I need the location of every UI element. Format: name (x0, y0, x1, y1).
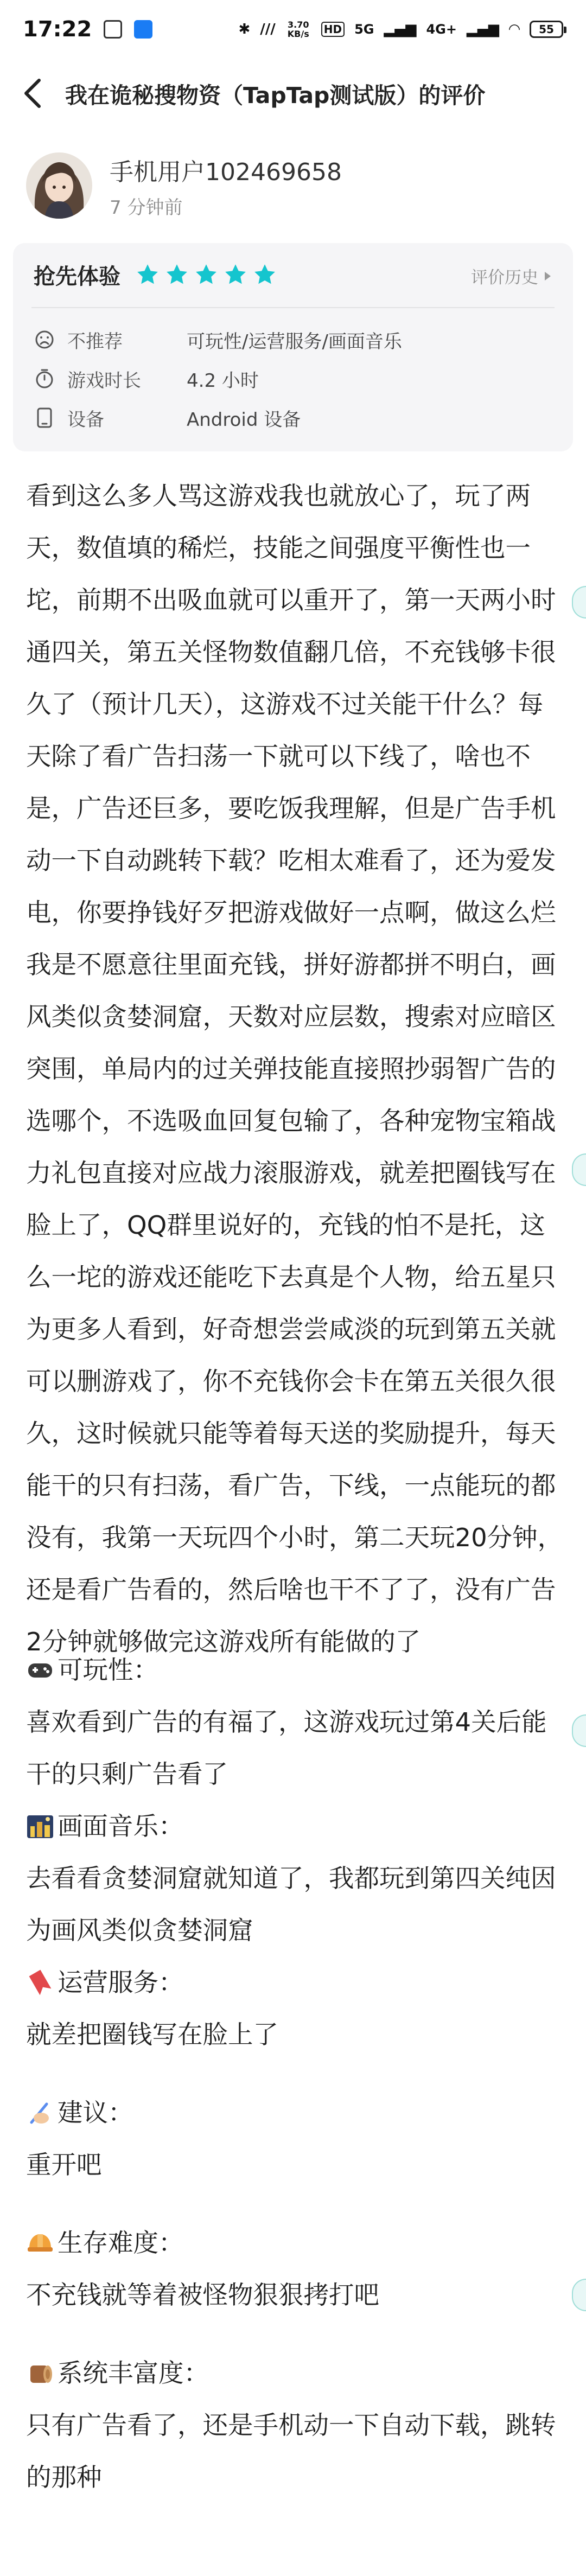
gamepad-icon (26, 1656, 54, 1684)
review-main-text: 看到这么多人骂这游戏我也就放心了，玩了两天，数值填的稀烂，技能之间强度平衡性也一坨，前期不出吸血就可以重开了，第一天两小时通四关，第五关怪物数值翻几倍，不充钱够卡很久了（预计几天），这游戏不过关能干什么？每天除了看广告扫荡一下就可以下线了，啥也不是，广告还巨多，要吃饭我理解，但是广告手机动一下自动跳转下载？吃相太难看了，还为爱发电，你要挣钱好歹把游戏做好一点啊，做这么烂我是不愿意往里面充钱，拼好游都拼不明白，画风类似贪婪洞窟，天数对应层数，搜索对应暗区突围，单局内的过关弹技能直接照抄弱智广告的选哪个，不选吸血回复包输了，各种宠物宝箱战力礼包直接对应战力滚服游戏，就差把圈钱写在脸上了，QQ群里说好的，充钱的怕不是托，这么一坨的游戏还能吃下去真是个人物，给五星只为更多人看到，好奇想尝尝咸淡的玩到第五关就可以删游戏了，你不充钱你会卡在第五关很久很久，这时候就只能等着每天送的奖励提升，每天能干的只有扫荡，看广告，下线，一点能玩的都没有，我第一天玩四个小时，第二天玩20分钟，还是看广告看的，然后啥也干不了了，没有广告2分钟就够做完这游戏所有能做的了 (26, 481, 563, 1656)
section-title-operations: 运营服务： (58, 1968, 184, 1997)
side-float-tab[interactable] (572, 2279, 586, 2311)
gallery-notification-icon (104, 20, 122, 39)
timer-icon (34, 368, 55, 390)
signal-1-icon: ▂▄▆ (384, 21, 417, 37)
star-icon (224, 263, 247, 286)
card-row-playtime (34, 364, 555, 394)
star-icon (253, 263, 277, 286)
back-arrow-icon (23, 78, 42, 109)
bluetooth-icon: ✱ (238, 21, 251, 37)
hd-icon: HD (321, 22, 345, 37)
recommend-label: 不推荐 (67, 330, 123, 353)
wood-icon (26, 2359, 54, 2387)
nfc-icon: /// (260, 21, 276, 37)
page-title: 我在诡秘搜物资（TapTap测试版）的评价 (65, 82, 486, 109)
back-button[interactable] (0, 59, 65, 128)
star-icon (194, 263, 218, 286)
section-operations (26, 1956, 563, 2061)
battery-level: 55 (539, 23, 554, 36)
network-type-2: 4G+ (426, 22, 457, 37)
section-suggestion (26, 2087, 563, 2191)
wifi-icon: ◠ (509, 21, 520, 37)
side-float-tab[interactable] (572, 586, 586, 619)
section-title-suggestion: 建议： (58, 2098, 133, 2127)
section-text-survival-difficulty: 不充钱就等着被怪物狠狠拷打吧 (26, 2280, 379, 2310)
rating-history-link[interactable] (471, 264, 551, 288)
app-notification-icon (134, 20, 152, 39)
section-system-richness (26, 2347, 563, 2503)
cityscape-icon (26, 1812, 54, 1840)
battery-icon (530, 21, 563, 38)
section-survival-difficulty (26, 2217, 563, 2321)
writing-hand-icon (26, 2099, 54, 2127)
status-bar (0, 0, 586, 59)
side-float-tab[interactable] (572, 1714, 586, 1747)
section-text-graphics-music: 去看看贪婪洞窟就知道了，我都玩到第四关纯因为画风类似贪婪洞窟 (26, 1864, 556, 1945)
caret-right-icon (544, 271, 551, 281)
section-title-playability: 可玩性： (58, 1655, 158, 1685)
section-text-operations: 就差把圈钱写在脸上了 (26, 2020, 278, 2049)
helmet-icon (26, 2229, 54, 2257)
playtime-label: 游戏时长 (67, 369, 141, 392)
frown-icon (34, 329, 55, 350)
card-divider (31, 307, 555, 308)
section-graphics-music (26, 1800, 563, 1956)
section-text-suggestion: 重开吧 (26, 2150, 102, 2179)
bookmark-icon (26, 1968, 54, 1997)
device-value: Android 设备 (187, 409, 301, 431)
review-author[interactable] (26, 148, 563, 224)
section-title-survival-difficulty: 生存难度： (58, 2228, 184, 2258)
rating-stars (136, 263, 277, 286)
section-text-playability: 喜欢看到广告的有福了，这游戏玩过第4关后能干的只剩广告看了 (26, 1707, 547, 1789)
review-time: 7 分钟前 (110, 196, 183, 219)
rating-history-label[interactable]: 评价历史 (471, 268, 538, 288)
signal-2-icon: ▂▄▆ (467, 21, 499, 37)
page-header (0, 59, 586, 128)
avatar[interactable] (26, 152, 92, 219)
network-speed: 3.70 KB/s (287, 20, 309, 39)
playtime-value: 4.2 小时 (187, 369, 259, 392)
review-info-card (13, 243, 573, 451)
card-row-device (34, 403, 555, 433)
user-name[interactable]: 手机用户102469658 (110, 158, 342, 186)
star-icon (136, 263, 160, 286)
section-playability (26, 1644, 563, 1800)
section-text-system-richness: 只有广告看了，还是手机动一下自动下载，跳转的那种 (26, 2411, 556, 2492)
network-type-1: 5G (354, 22, 374, 37)
device-label: 设备 (67, 409, 104, 431)
section-title-graphics-music: 画面音乐： (58, 1812, 184, 1841)
play-type-label: 抢先体验 (34, 264, 120, 289)
recommend-value: 可玩性/运营服务/画面音乐 (187, 330, 402, 353)
star-icon (165, 263, 189, 286)
section-title-system-richness: 系统丰富度： (58, 2358, 209, 2388)
device-icon (34, 407, 55, 429)
side-float-tab[interactable] (572, 1153, 586, 1186)
card-row-recommend (34, 324, 555, 355)
status-time: 17:22 (23, 17, 92, 42)
